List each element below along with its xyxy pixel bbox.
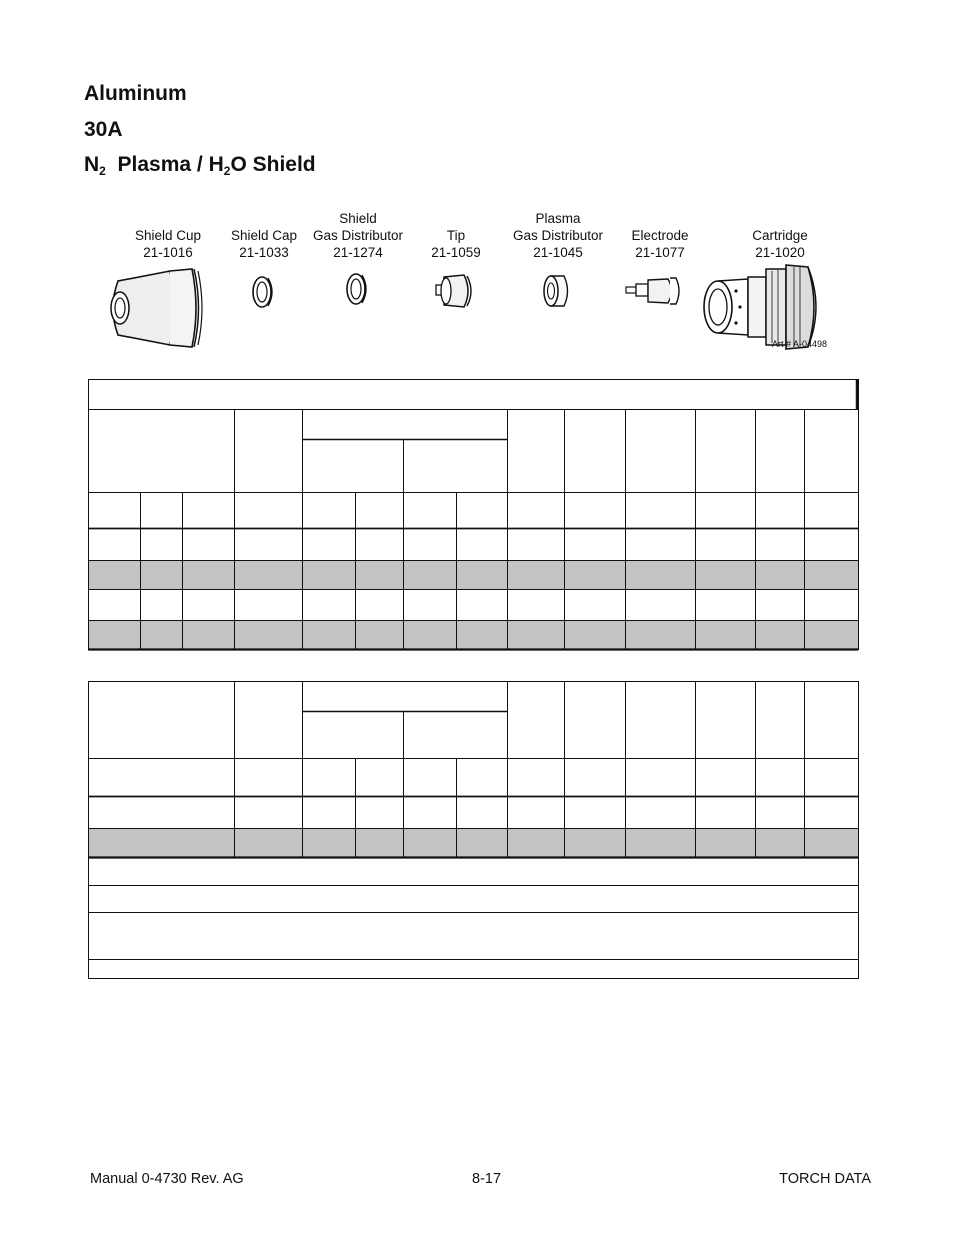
cut-chart-table-upper	[88, 379, 859, 650]
gas-heading: $N_2$ Plasma / $H_2O$ Shield	[84, 153, 316, 178]
part-shield-gas-distributor: Shield Gas Distributor 21-1274	[306, 210, 410, 317]
current-heading: 30A	[84, 118, 123, 141]
part-shield-cap: Shield Cap 21-1033	[226, 210, 302, 317]
part-shield-cup: Shield Cup 21-1016	[118, 210, 218, 353]
part-electrode: Electrode 21-1077	[620, 210, 700, 317]
part-plasma-gas-distributor: Plasma Gas Distributor 21-1045	[506, 210, 610, 317]
footer-section: TORCH DATA	[779, 1171, 871, 1187]
part-tip: Tip 21-1059	[420, 210, 492, 317]
art-number: Art # A-04498	[772, 339, 828, 349]
footer-page-number: 8-17	[472, 1171, 502, 1187]
footer-manual: Manual 0-4730 Rev. AG	[90, 1171, 244, 1187]
cut-chart-table-lower	[88, 681, 859, 979]
material-heading: Aluminum	[84, 82, 187, 105]
part-cartridge: Cartridge 21-1020	[730, 210, 830, 353]
